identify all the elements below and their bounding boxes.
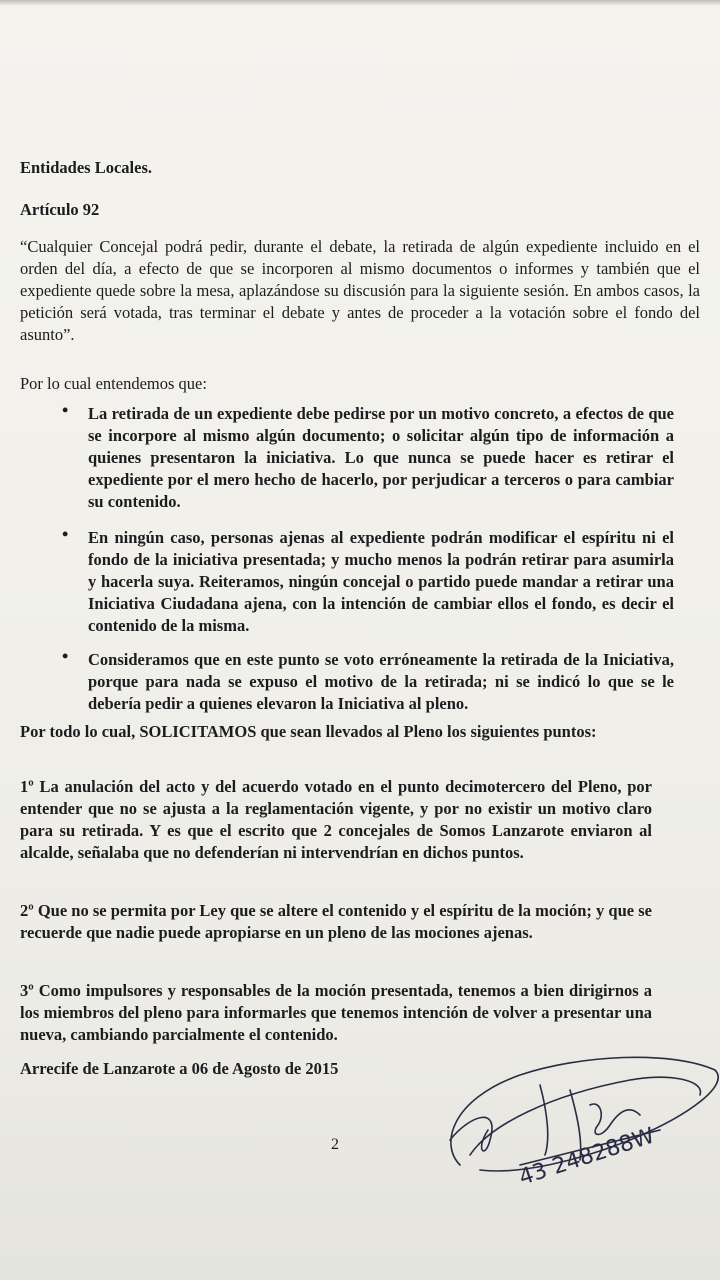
bullet-marker: • [62,400,69,420]
heading-articulo: Artículo 92 [20,200,100,219]
bullet-item-1: La retirada de un expediente debe pedirse por un motivo concreto, a efectos de que se incorpore al mismo algún documento; o solicitar algún tipo de información a quienes presentaron la iniciativa. Lo que nunca se puede hacer es retirar el expediente por el mero hecho de hacerlo, por perjudicar a terceros o para cambiar su contenido. [88,404,674,511]
point-1: 1º La anulación del acto y del acuerdo votado en el punto decimotercero del Pleno, por entender que no se ajusta a la reglamentación vigente, y por no existir un motivo claro para su retirada. Y es que el escrito que 2 concejales de Somos Lanzarote enviaron al alcalde, señalaba que no defenderían ni intervendrían en dichos puntos. [20,777,652,862]
page-top-edge [0,0,720,6]
page-number: 2 [331,1136,339,1153]
handwritten-signature [430,1045,720,1195]
article-quote: “Cualquier Concejal podrá pedir, durante el debate, la retirada de algún expediente incluido en el orden del día, a efecto de que se incorporen al mismo documentos o informes y también que el expediente quede sobre la mesa, aplazándose su discusión para la siguiente sesión. En ambos casos, la petición será votada, tras terminar el debate y antes de proceder a la votación sobre el fondo del asunto”. [20,237,700,344]
bullet-item-2: En ningún caso, personas ajenas al expediente podrán modificar el espíritu ni el fondo de la iniciativa presentada; y mucho menos la podrán retirar para asumirla y hacerla suya. Reiteramos, ningún concejal o partido puede mandar a retirar una Iniciativa Ciudadana ajena, con la intención de cambiar ellos el fondo, es decir el contenido de la misma. [88,528,674,635]
point-3: 3º Como impulsores y responsables de la moción presentada, tenemos a bien dirigirnos a los miembros del pleno para informarles que tenemos intención de volver a presentar una nueva, cambiando parcialmente el contenido. [20,981,652,1044]
bullet-marker: • [62,646,69,666]
bullet-marker: • [62,524,69,544]
signature-number: 43 248288W [516,1123,658,1191]
request-text: Por todo lo cual, SOLICITAMOS que sean llevados al Pleno los siguientes puntos: [20,722,597,741]
intro-text: Por lo cual entendemos que: [20,374,207,393]
point-2: 2º Que no se permita por Ley que se altere el contenido y el espíritu de la moción; y que se recuerde que nadie puede apropiarse en un pleno de las mociones ajenas. [20,901,652,942]
heading-entidades: Entidades Locales. [20,158,153,177]
bullet-item-3: Consideramos que en este punto se voto erróneamente la retirada de la Iniciativa, porque para nada se expuso el motivo de la retirada; ni se indicó lo que se le debería pedir a quienes elevaron la Iniciativa al pleno. [88,650,674,713]
place-date: Arrecife de Lanzarote a 06 de Agosto de 2015 [20,1059,339,1078]
